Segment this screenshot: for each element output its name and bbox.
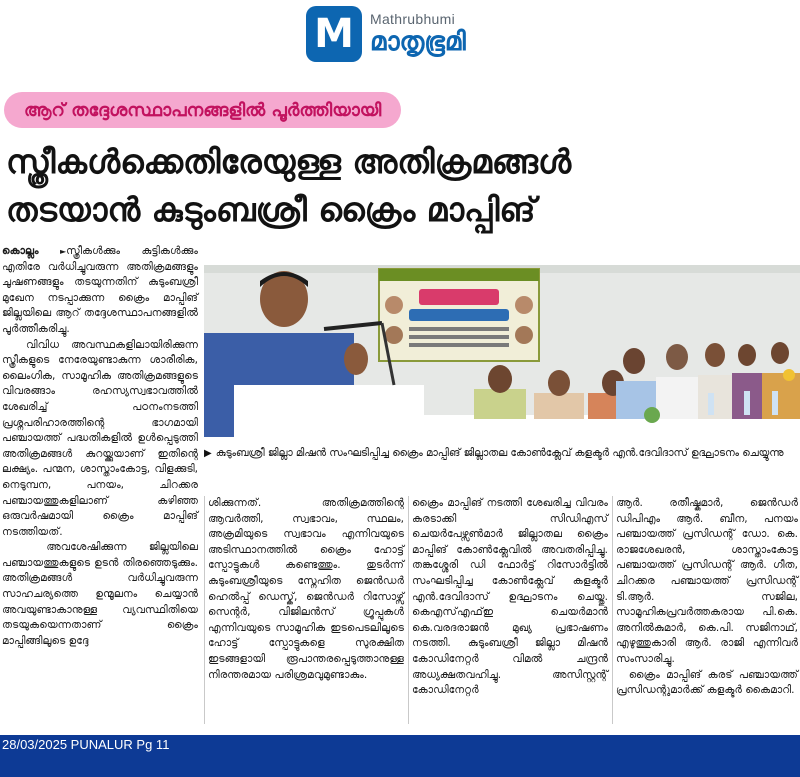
kicker-text: ആറ് തദ്ദേശസ്ഥാപനങ്ങളിൽ പൂർത്തിയായി — [24, 99, 382, 121]
column-divider — [204, 496, 205, 724]
paragraph-text: സ്ത്രീകൾക്കും കുട്ടികൾക്കും എതിരേ വർധിച്ചുവരുന്ന അതിക്രമങ്ങളും ചൂഷണങ്ങളും തടയുന്നതിന് കുടുംബശ്രീ മുഖേന നടപ്പാക്കുന്ന ക്രൈം മാപ്പിങ് ജില്ലയിലെ ആറ് തദ്ദേശസ്ഥാപനങ്ങളിൽ പൂർത്തീകരിച്ചു. — [2, 245, 198, 335]
footer-edition-info: 28/03/2025 PUNALUR Pg 11 — [2, 737, 170, 752]
kicker-badge — [4, 92, 401, 128]
article-paragraph: ക്രൈം മാപ്പിങ് നടത്തി ശേഖരിച്ച വിവരം കരടാക്കി സിഡിഎസ് ചെയർപേഴ്സൺമാർ ജില്ലാതല ക്രൈം മാപ്പിങ് കോൺക്ലേവിൽ അവതരിപ്പിച്ചു. തങ്കശ്ശേരി ഡി ഫോർട്ട് റിസോർട്ടിൽ സംഘടിപ്പിച്ച കോൺക്ലേവ് കളക്ടർ എൻ.ദേവിദാസ് ഉദ്ഘാടനം ചെയ്തു. കെഎസ്എഫ്ഇ ചെയർമാൻ കെ.വരദരാജൻ മുഖ്യ പ്രഭാഷണം നടത്തി. കുടുംബശ്രീ ജില്ലാ മിഷൻ കോഡിനേറ്റർ വിമൽ ചന്ദ്രൻ അധ്യക്ഷതവഹിച്ചു. അസിസ്റ്റന്റ് കോഡിനേറ്റർ — [412, 497, 608, 697]
headline-line-1: സ്ത്രീകൾക്കെതിരേയുള്ള അതിക്രമങ്ങൾ — [6, 142, 572, 181]
caption-text: കുടുംബശ്രീ ജില്ലാ മിഷൻ സംഘടിപ്പിച്ച ക്രൈം മാപ്പിങ് ജില്ലാതല കോൺക്ലേവ് കളക്ടർ എൻ.ദേവിദാസ് ഉദ്ഘാടനം ചെയ്യുന്നു — [215, 447, 784, 459]
podium — [234, 385, 424, 437]
article-column-3 — [412, 496, 608, 699]
column-divider — [612, 496, 613, 724]
masthead-logo — [306, 4, 466, 64]
logo-name-english: Mathrubhumi — [370, 11, 456, 27]
article-photo — [204, 265, 800, 437]
dateline: കൊല്ലം — [2, 245, 39, 257]
article-column-4 — [616, 496, 798, 699]
article-paragraph — [2, 540, 198, 649]
article-paragraph: ആർ. രതീഷ്കുമാർ, ജെൻഡർ ഡിപിഎം ആർ. ബീന, പനയം പഞ്ചായത്ത് പ്രസിഡന്റ് ഡോ. കെ. രാജശേഖരൻ, ശാസ്താംകോട്ട പഞ്ചായത്ത് പ്രസിഡന്റ് ആർ. ഗീത, ചിറക്കര പഞ്ചായത്ത് പ്രസിഡന്റ് ടി.ആർ. സജില, സാമൂഹികപ്രവർത്തകരായ പി.കെ. അനിൽകുമാർ, കെ.പി. സജിനാഥ്, എഴുത്തുകാരി ആർ. രാജി എന്നിവർ സംസാരിച്ചു. — [616, 497, 798, 665]
photo-illustration — [204, 265, 800, 437]
page-footer — [0, 735, 800, 777]
paragraph-text: വിവിധ അവസ്ഥകളിലായിരിക്കുന്ന സ്ത്രീകളുടെ നേരേയുണ്ടാകുന്ന ശാരീരിക, ലൈംഗിക, സാമൂഹിക അതിക്രമങ്ങളുടെ വിവരങ്ങാം രഹസ്യസ്വഭാവത്തിൽ ശേഖരിച്ച് പഠനംനടത്തി പ്രശ്നപരിഹാരത്തിന്റെ ഭാഗമായി പഞ്ചായത്ത് പദ്ധതികളിൽ ഉൾപ്പെടുത്തി അതിക്രമങ്ങൾ കുറയ്ക്കുയാണ് ഇതിന്റെ ലക്ഷ്യം. പന്മന, ശാസ്താംകോട്ട, വിളക്കുടി, നെടുമ്പന, പനയം, ചിറക്കര പഞ്ചായത്തുകളിലാണ് കഴിഞ്ഞ ഒരുവർഷമായി ക്രൈം മാപ്പിങ് നടത്തിയത്. — [2, 338, 198, 538]
headline — [6, 138, 796, 234]
logo-wordmark — [370, 11, 466, 57]
article-paragraph — [2, 244, 198, 338]
article-paragraph: ശിക്കുന്നത്. അതിക്രമത്തിന്റെ ആവർത്തി, സ്വഭാവം, സ്ഥലം, അക്രമിയുടെ സ്വഭാവം എന്നിവയുടെ അടിസ്ഥാനത്തിൽ ക്രൈം ഹോട്ട് സ്പോട്ടുകൾ കണ്ടെത്തും. തുടർന്ന് കുടുംബശ്രീയുടെ സ്നേഹിത ജെൻഡർ ഹെൽപ്പ് ഡെസ്ക്, ജെൻഡർ റിസോഴ്സ് സെന്റർ, വിജിലൻസ് ഗ്രൂപ്പുകൾ എന്നിവയുടെ സാമൂഹിക ഇടപെടലിലൂടെ ഹോട്ട് സ്പോട്ടുകളെ സുരക്ഷിത ഇടങ്ങളായി രൂപാന്തരപ്പെടുത്താനുള്ള നിരന്തരമായ പരിശ്രമവുമുണ്ടാകും. — [208, 497, 404, 681]
paragraph-text: ക്രൈം മാപ്പിങ് കരട് പഞ്ചായത്ത് പ്രസിഡന്റുമാർക്ക് കളക്ടർ കൈമാറി. — [616, 668, 798, 697]
headline-line-2: തടയാൻ കുടുംബശ്രീ ക്രൈം മാപ്പിങ് — [6, 190, 536, 229]
article-column-1 — [2, 244, 198, 649]
paragraph-text: അവശേഷിക്കുന്ന ജില്ലയിലെ പഞ്ചായത്തുകളുടെ ഉടൻ തിരഞ്ഞെടുക്കും. അതിക്രമങ്ങൾ വർധിച്ചുവരുന്ന സാഹചര്യത്തെ ഉന്മൂലനം ചെയ്യാൻ അവയുണ്ടാകാനുള്ള വ്യവസ്ഥിതിയെ തടയുകയെന്നതാണ് ക്രൈം മാപ്പിങ്ങിലൂടെ ഉദ്ദേ — [2, 541, 198, 647]
article-paragraph — [2, 338, 198, 541]
caption-play-icon: ▶ — [204, 448, 212, 459]
photo-caption — [204, 445, 800, 462]
column-divider — [408, 496, 409, 724]
article-column-2 — [208, 496, 404, 683]
dateline-arrow-icon: ► — [59, 247, 67, 256]
logo-icon: M — [306, 6, 362, 62]
logo-name-malayalam: മാതൃഭൂമി — [370, 27, 466, 57]
article-paragraph — [616, 668, 798, 699]
